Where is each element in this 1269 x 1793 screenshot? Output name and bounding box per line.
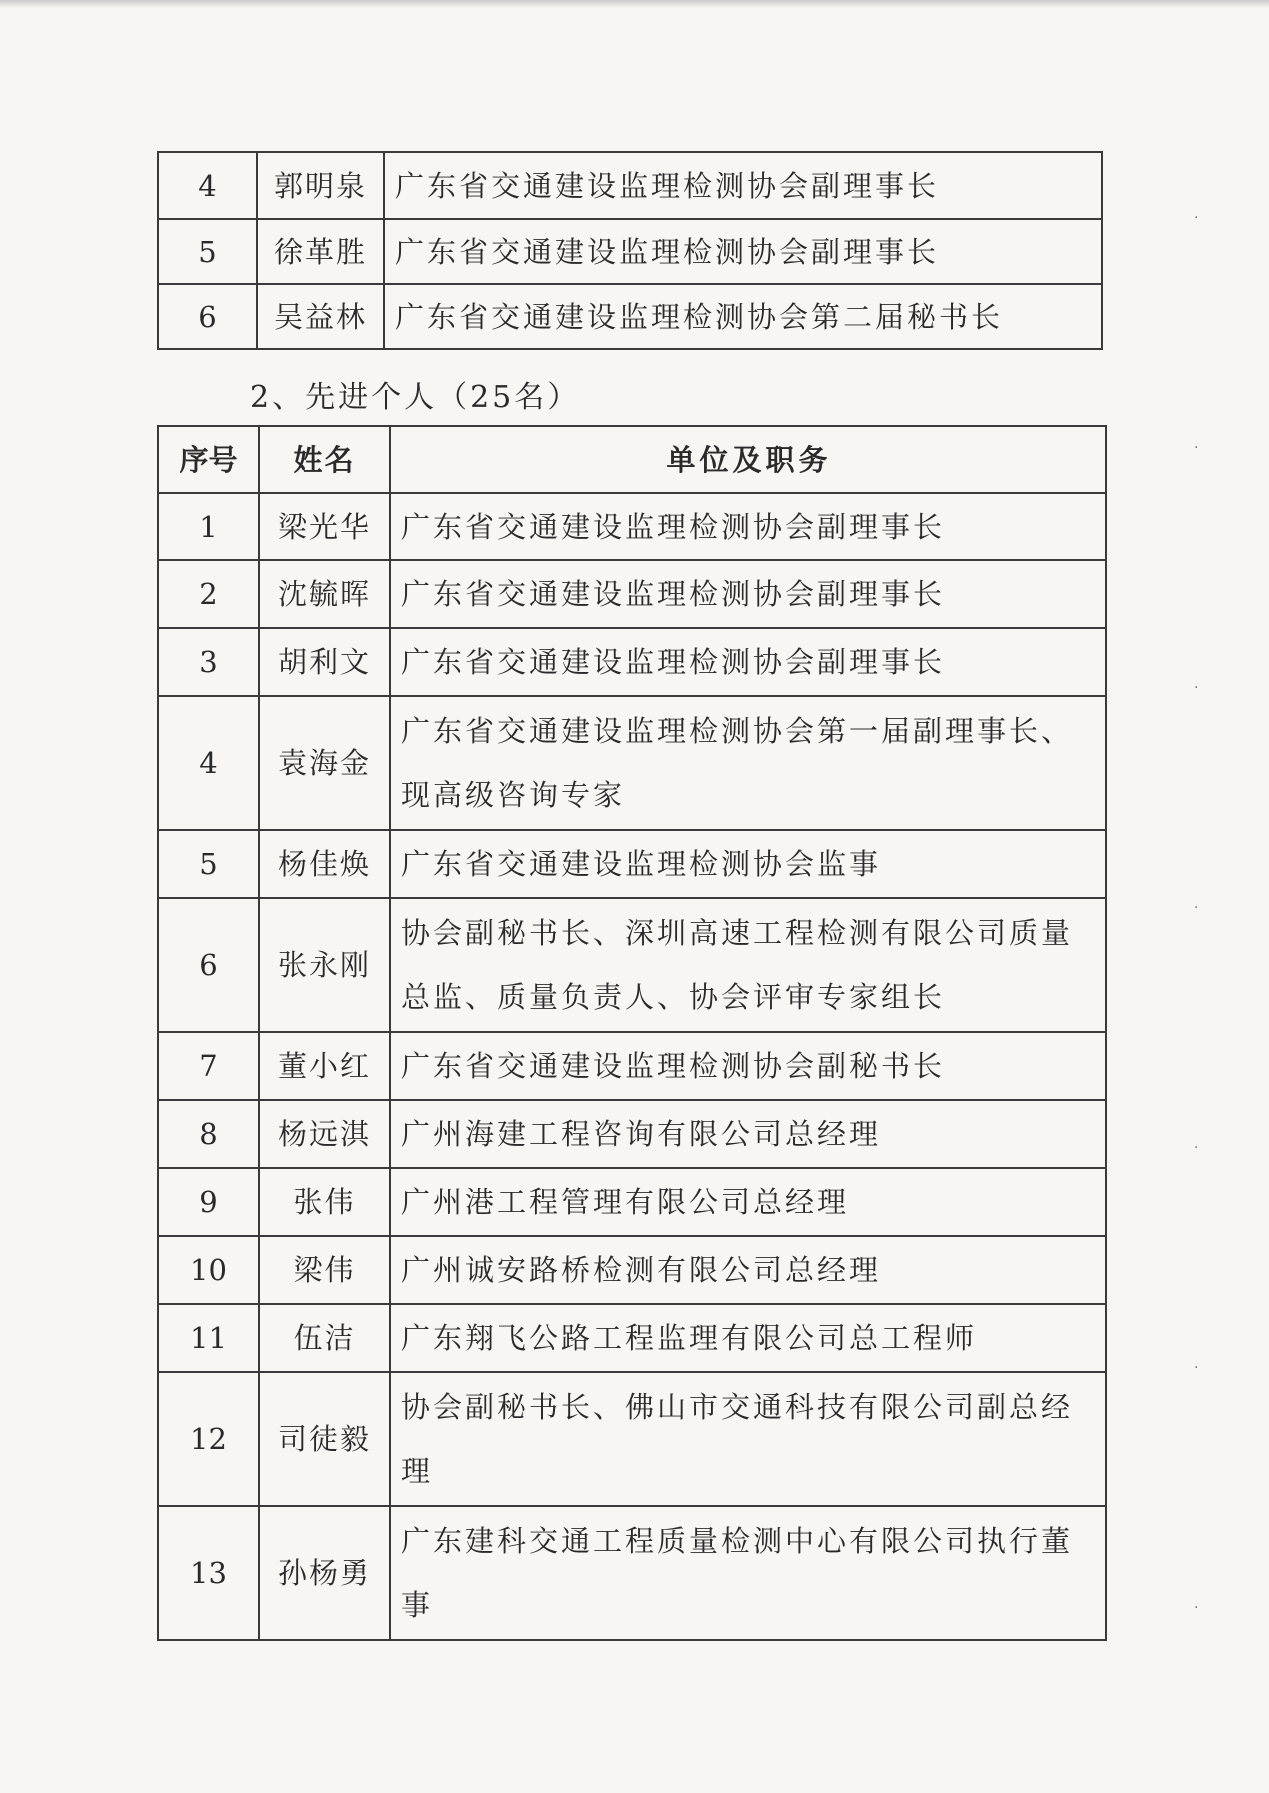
table-row: [158, 219, 1102, 284]
table-row: [158, 560, 1106, 628]
row-number: 5: [158, 219, 257, 284]
unit-position: 广东省交通建设监理检测协会第一届副理事长、现高级咨询专家: [390, 696, 1106, 830]
header-name: 姓名: [259, 426, 390, 493]
unit-position: 广东省交通建设监理检测协会副理事长: [384, 152, 1102, 219]
unit-position: 广东建科交通工程质量检测中心有限公司执行董事: [390, 1506, 1106, 1640]
advanced-individuals-table: [157, 425, 1107, 1641]
table-row: [158, 830, 1106, 898]
unit-position: 广东省交通建设监理检测协会副理事长: [390, 493, 1106, 560]
table-row: [158, 628, 1106, 696]
person-name: 孙杨勇: [259, 1506, 390, 1640]
unit-position: 广州诚安路桥检测有限公司总经理: [390, 1236, 1106, 1304]
table-row: [158, 898, 1106, 1032]
row-number: 7: [158, 1032, 259, 1100]
scan-speck: ·: [1194, 900, 1199, 916]
row-number: 3: [158, 628, 259, 696]
person-name: 梁光华: [259, 493, 390, 560]
unit-position: 广东省交通建设监理检测协会监事: [390, 830, 1106, 898]
person-name: 张永刚: [259, 898, 390, 1032]
person-name: 伍洁: [259, 1304, 390, 1372]
unit-position: 广州港工程管理有限公司总经理: [390, 1168, 1106, 1236]
table-row: [158, 1506, 1106, 1640]
table-row: [158, 1372, 1106, 1506]
row-number: 11: [158, 1304, 259, 1372]
table-row: [158, 1032, 1106, 1100]
person-name: 袁海金: [259, 696, 390, 830]
unit-position: 广东省交通建设监理检测协会副理事长: [390, 628, 1106, 696]
unit-position: 广东省交通建设监理检测协会副理事长: [390, 560, 1106, 628]
row-number: 6: [158, 284, 257, 349]
person-name: 董小红: [259, 1032, 390, 1100]
unit-position: 广东翔飞公路工程监理有限公司总工程师: [390, 1304, 1106, 1372]
scan-speck: ·: [1194, 210, 1199, 226]
unit-position: 广东省交通建设监理检测协会副秘书长: [390, 1032, 1106, 1100]
person-name: 梁伟: [259, 1236, 390, 1304]
row-number: 4: [158, 696, 259, 830]
unit-position: 协会副秘书长、深圳高速工程检测有限公司质量总监、质量负责人、协会评审专家组长: [390, 898, 1106, 1032]
row-number: 8: [158, 1100, 259, 1168]
section-title: 2、先进个人（25名）: [250, 380, 581, 415]
person-name: 胡利文: [259, 628, 390, 696]
row-number: 4: [158, 152, 257, 219]
person-name: 沈毓晖: [259, 560, 390, 628]
unit-position: 协会副秘书长、佛山市交通科技有限公司副总经理: [390, 1372, 1106, 1506]
row-number: 12: [158, 1372, 259, 1506]
row-number: 10: [158, 1236, 259, 1304]
table-row: [158, 696, 1106, 830]
table-row: [158, 493, 1106, 560]
person-name: 杨佳焕: [259, 830, 390, 898]
header-number: 序号: [158, 426, 259, 493]
honor-table-continued: [157, 151, 1103, 350]
person-name: 郭明泉: [257, 152, 384, 219]
row-number: 2: [158, 560, 259, 628]
table-header-row: [158, 426, 1106, 493]
header-unit: 单位及职务: [390, 426, 1106, 493]
row-number: 13: [158, 1506, 259, 1640]
table-row: [158, 152, 1102, 219]
row-number: 5: [158, 830, 259, 898]
person-name: 司徒毅: [259, 1372, 390, 1506]
unit-position: 广东省交通建设监理检测协会副理事长: [384, 219, 1102, 284]
row-number: 6: [158, 898, 259, 1032]
person-name: 张伟: [259, 1168, 390, 1236]
scan-speck: ·: [1194, 1360, 1199, 1376]
scan-top-shadow: [0, 0, 1269, 8]
row-number: 9: [158, 1168, 259, 1236]
table-row: [158, 1236, 1106, 1304]
scan-speck: ·: [1194, 440, 1199, 456]
person-name: 吴益林: [257, 284, 384, 349]
unit-position: 广东省交通建设监理检测协会第二届秘书长: [384, 284, 1102, 349]
person-name: 杨远淇: [259, 1100, 390, 1168]
scan-speck: ·: [1194, 1600, 1199, 1616]
table-row: [158, 1100, 1106, 1168]
unit-position: 广州海建工程咨询有限公司总经理: [390, 1100, 1106, 1168]
table-row: [158, 1168, 1106, 1236]
table-row: [158, 284, 1102, 349]
table-row: [158, 1304, 1106, 1372]
scan-speck: ·: [1194, 1140, 1199, 1156]
scan-speck: ·: [1194, 680, 1199, 696]
row-number: 1: [158, 493, 259, 560]
person-name: 徐革胜: [257, 219, 384, 284]
